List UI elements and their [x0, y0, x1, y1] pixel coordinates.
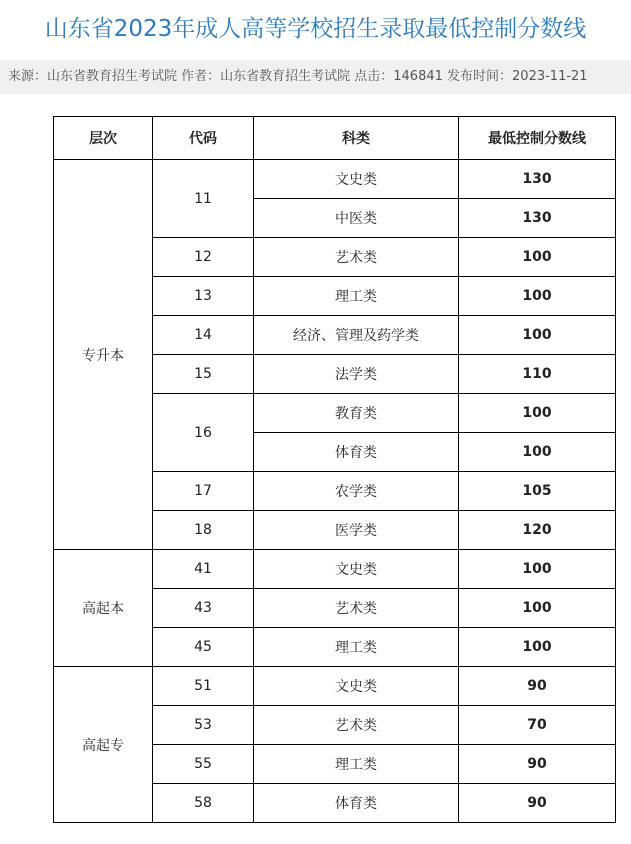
code-cell: 53	[153, 706, 254, 745]
subject-cell: 医学类	[254, 511, 459, 550]
subject-cell: 理工类	[254, 745, 459, 784]
code-cell: 45	[153, 628, 254, 667]
score-cell: 110	[459, 355, 616, 394]
code-cell: 17	[153, 472, 254, 511]
subject-cell: 经济、管理及药学类	[254, 316, 459, 355]
code-cell: 43	[153, 589, 254, 628]
score-cell: 90	[459, 667, 616, 706]
score-cell: 70	[459, 706, 616, 745]
code-cell: 12	[153, 238, 254, 277]
score-cell: 130	[459, 199, 616, 238]
header-level: 层次	[54, 117, 153, 160]
table-row	[54, 550, 616, 589]
score-cell: 100	[459, 550, 616, 589]
score-cell: 100	[459, 589, 616, 628]
score-cell: 120	[459, 511, 616, 550]
code-cell: 41	[153, 550, 254, 589]
table-row	[54, 667, 616, 706]
table-row	[54, 160, 616, 199]
subject-cell: 艺术类	[254, 238, 459, 277]
subject-cell: 文史类	[254, 550, 459, 589]
level-cell: 高起本	[54, 550, 153, 667]
page-title: 山东省2023年成人高等学校招生录取最低控制分数线	[44, 16, 587, 42]
table-header-row	[54, 117, 616, 160]
code-cell: 51	[153, 667, 254, 706]
subject-cell: 中医类	[254, 199, 459, 238]
subject-cell: 文史类	[254, 667, 459, 706]
code-cell: 18	[153, 511, 254, 550]
subject-cell: 教育类	[254, 394, 459, 433]
score-cell: 100	[459, 277, 616, 316]
code-cell: 11	[153, 160, 254, 238]
code-cell: 14	[153, 316, 254, 355]
table-body	[54, 160, 616, 823]
score-cell: 105	[459, 472, 616, 511]
score-cell: 100	[459, 394, 616, 433]
score-cell: 100	[459, 238, 616, 277]
score-cell: 90	[459, 784, 616, 823]
score-cell: 90	[459, 745, 616, 784]
score-cell: 100	[459, 316, 616, 355]
score-cell: 100	[459, 433, 616, 472]
article-meta: 来源：山东省教育招生考试院 作者：山东省教育招生考试院 点击：146841 发布时间：2023-11-21	[0, 60, 631, 94]
subject-cell: 体育类	[254, 784, 459, 823]
subject-cell: 文史类	[254, 160, 459, 199]
header-min-score: 最低控制分数线	[459, 117, 616, 160]
subject-cell: 理工类	[254, 277, 459, 316]
score-cell: 100	[459, 628, 616, 667]
level-cell: 高起专	[54, 667, 153, 823]
code-cell: 58	[153, 784, 254, 823]
score-cell: 130	[459, 160, 616, 199]
code-cell: 55	[153, 745, 254, 784]
header-code: 代码	[153, 117, 254, 160]
subject-cell: 法学类	[254, 355, 459, 394]
level-cell: 专升本	[54, 160, 153, 550]
header-subject: 科类	[254, 117, 459, 160]
score-table	[53, 116, 616, 823]
code-cell: 16	[153, 394, 254, 472]
subject-cell: 艺术类	[254, 589, 459, 628]
subject-cell: 理工类	[254, 628, 459, 667]
subject-cell: 体育类	[254, 433, 459, 472]
subject-cell: 艺术类	[254, 706, 459, 745]
code-cell: 13	[153, 277, 254, 316]
code-cell: 15	[153, 355, 254, 394]
subject-cell: 农学类	[254, 472, 459, 511]
